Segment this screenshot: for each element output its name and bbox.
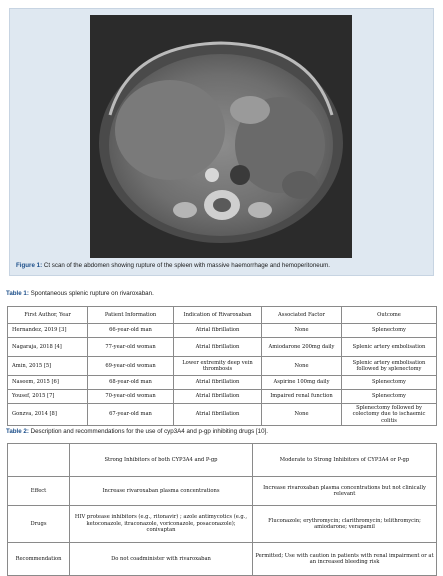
table-cell: 77-year-old woman — [88, 338, 174, 357]
table-cell: Nagaraja, 2018 [4] — [8, 338, 88, 357]
table-cell: 66-year-old man — [88, 324, 174, 338]
table-cell: 67-year-old man — [88, 404, 174, 426]
row-label: Effect — [8, 477, 70, 506]
table-cell: Splenectomy — [342, 324, 437, 338]
table-row — [8, 338, 437, 357]
table-row — [8, 390, 437, 404]
column-header: Patient Information — [88, 307, 174, 324]
table-header-row — [8, 444, 437, 477]
column-header: Outcome — [342, 307, 437, 324]
table-cell: Splenic artery embolisation — [342, 338, 437, 357]
table-cell: Splenectomy — [342, 390, 437, 404]
figure-caption — [16, 262, 428, 270]
table-row — [8, 376, 437, 390]
table-cell: Impaired renal function — [262, 390, 342, 404]
row-label: Drugs — [8, 506, 70, 543]
table-cell: Splenectomy — [342, 376, 437, 390]
table2-caption-label: Table 2: — [6, 428, 29, 435]
table-header-row — [8, 307, 437, 324]
row-label: Recommendation — [8, 543, 70, 576]
table-cell: Amiodarone 200mg daily — [262, 338, 342, 357]
table-cell: 70-year-old woman — [88, 390, 174, 404]
column-header: First Author, Year — [8, 307, 88, 324]
column-header: Indication of Rivaroxaban — [174, 307, 262, 324]
table-cell: Increase rivaroxaban plasma concentrations — [70, 477, 253, 506]
table-cell: Increase rivaroxaban plasma concentrations but not clinically relevant — [253, 477, 437, 506]
table-row — [8, 543, 437, 576]
table-cell: Splenic artery embolisation followed by splenectomy — [342, 357, 437, 376]
table-row — [8, 404, 437, 426]
figure-caption-text: Ct scan of the abdomen showing rupture of the spleen with massive haemorrhage and hemoperitoneum. — [42, 262, 331, 269]
table-cell: Naseem, 2015 [6] — [8, 376, 88, 390]
table-row — [8, 477, 437, 506]
table-cell: Atrial fibrillation — [174, 324, 262, 338]
column-header — [8, 444, 70, 477]
table-cell: None — [262, 357, 342, 376]
table-cyp3a4-pgp-inhibitors — [7, 443, 437, 576]
table-cell: 68-year-old man — [88, 376, 174, 390]
table-cell: Atrial fibrillation — [174, 376, 262, 390]
table1-caption-text: Spontaneous splenic rupture on rivaroxaban. — [28, 290, 154, 297]
table-cell: None — [262, 324, 342, 338]
table-row — [8, 357, 437, 376]
column-header: Moderate to Strong Inhibitors of CYP3A4 or P-gp — [253, 444, 437, 477]
ct-scan-image — [90, 15, 352, 258]
table-cell: Gonzva, 2014 [8] — [8, 404, 88, 426]
table1-caption-label: Table 1: — [6, 290, 29, 297]
table-row — [8, 324, 437, 338]
table-cell: Atrial fibrillation — [174, 338, 262, 357]
table-cell: Fluconazole; erythromycin; clarithromycin; telithromycin; amiodarone; verapamil — [253, 506, 437, 543]
table2-caption — [6, 428, 438, 436]
table-cell: Do not coadminister with rivaroxaban — [70, 543, 253, 576]
table-cell: Permitted; Use with caution in patients with renal impairment or at an increased bleeding risk — [253, 543, 437, 576]
table-cell: 69-year-old woman — [88, 357, 174, 376]
table-splenic-rupture-cases — [7, 306, 437, 426]
table1-caption — [6, 290, 438, 298]
table2-caption-text: Description and recommendations for the use of cyp3A4 and p-gp inhibiting drugs [10]. — [28, 428, 268, 435]
column-header: Strong Inhibitors of both CYP3A4 and P-gp — [70, 444, 253, 477]
table-row — [8, 506, 437, 543]
table-cell: Lower extremity deep vein thrombosis — [174, 357, 262, 376]
table-cell: Atrial fibrillation — [174, 390, 262, 404]
table-cell: Hernandez, 2019 [3] — [8, 324, 88, 338]
table-cell: Atrial fibrillation — [174, 404, 262, 426]
table-cell: Aspirine 100mg daily — [262, 376, 342, 390]
figure-caption-label: Figure 1: — [16, 262, 43, 269]
table-cell: Amin, 2015 [5] — [8, 357, 88, 376]
figure-1 — [9, 8, 434, 276]
column-header: Associated Factor — [262, 307, 342, 324]
ct-scan-drawing — [90, 15, 352, 258]
table-cell: Yousef, 2015 [7] — [8, 390, 88, 404]
table-cell: None — [262, 404, 342, 426]
table-cell: HIV protease inhibitors (e.g., ritonavir) ; azole antimycotics (e.g., ketoconazole, itraconazole, voriconazole, posaconazole); conivaptan — [70, 506, 253, 543]
table-cell: Splenectomy followed by colectomy due to ischaemic colitis — [342, 404, 437, 426]
